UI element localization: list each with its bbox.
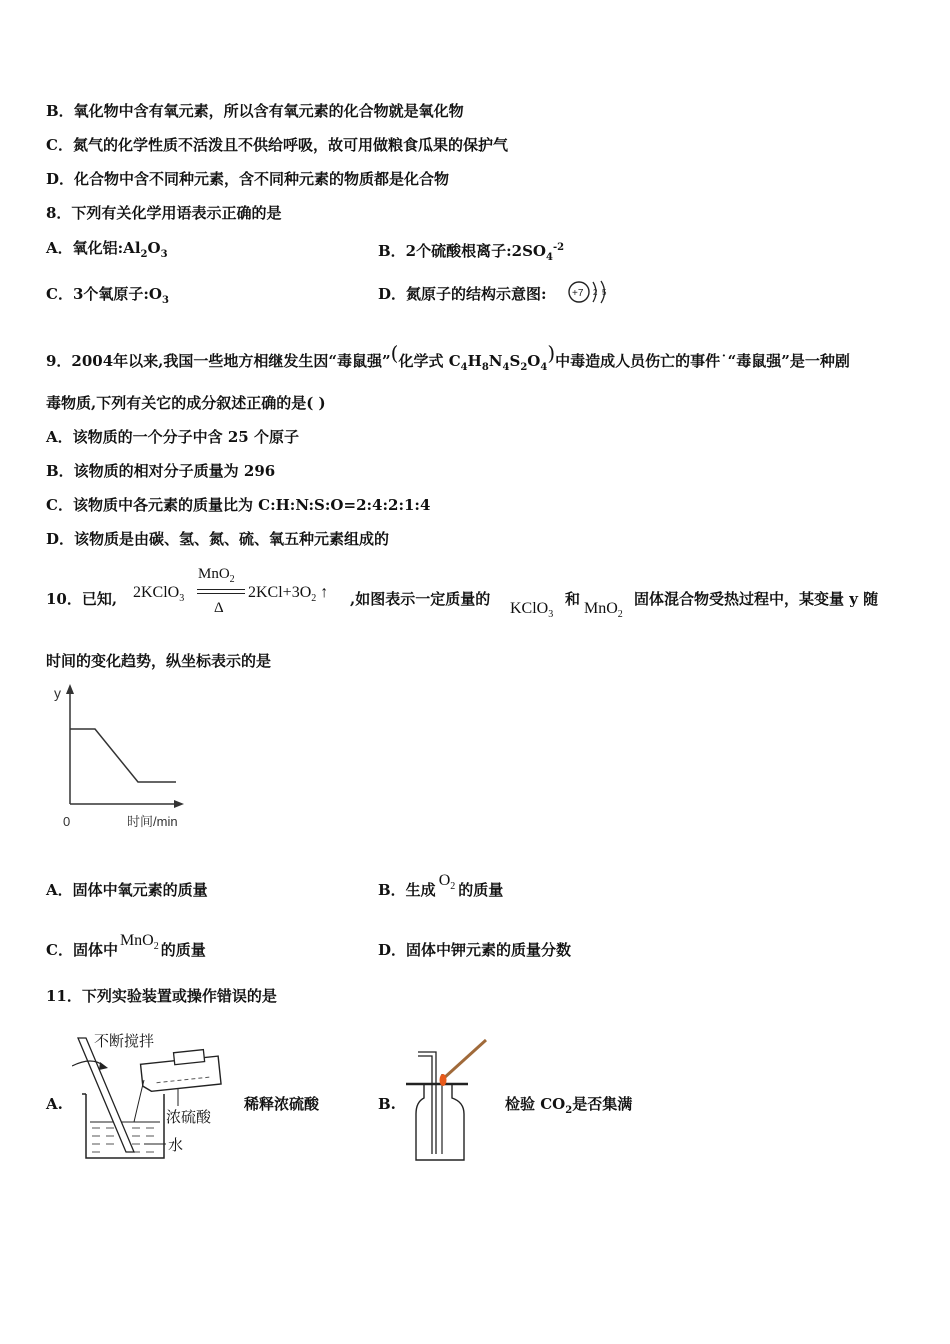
gas-bottle-apparatus bbox=[398, 1034, 496, 1166]
q9-option-b: B．该物质的相对分子质量为 296 bbox=[46, 462, 276, 480]
q8-option-a: A．氧化铝$:Al_2O_3$ bbox=[46, 239, 168, 260]
graph-origin-label: 0 bbox=[63, 814, 71, 829]
wooden-splint bbox=[444, 1040, 486, 1078]
q8-option-d: D．氮原子的结构示意图: bbox=[378, 285, 547, 303]
q9-option-c: C．该物质中各元素的质量比为 C:H:N:S:O=2:4:2:1:4 bbox=[46, 496, 431, 514]
q9-option-d: D．该物质是由碳、氢、氮、硫、氧五种元素组成的 bbox=[46, 530, 390, 548]
dilute-acid-apparatus bbox=[72, 1026, 240, 1166]
q7-option-d: D．化合物中含不同种元素，含不同种元素的物质都是化合物 bbox=[46, 170, 450, 188]
q10-graph bbox=[50, 684, 200, 834]
q11-option-a-label: A. bbox=[46, 1095, 63, 1113]
label-water: 水 bbox=[168, 1137, 184, 1154]
atom-nucleus-label: +7 bbox=[572, 288, 584, 299]
q10-equation-lhs: 2KClO$_3$ bbox=[133, 584, 185, 605]
q10-mno2: MnO$_2$ bbox=[584, 600, 623, 621]
q8-stem: 8．下列有关化学用语表示正确的是 bbox=[46, 204, 282, 222]
graph-x-arrow bbox=[174, 800, 184, 808]
graph-x-label: 时间/min bbox=[127, 814, 178, 829]
q11-stem: 11．下列实验装置或操作错误的是 bbox=[46, 987, 277, 1005]
equation-arrow-top-line bbox=[197, 589, 245, 590]
label-acid: 浓硫酸 bbox=[166, 1109, 212, 1126]
graph-y-arrow bbox=[66, 684, 74, 694]
q10-stem-line2: 时间的变化趋势，纵坐标表示的是 bbox=[46, 652, 272, 670]
q10-prefix: 10．已知, bbox=[46, 590, 118, 608]
q8-option-c: C．3个氧原子$:O_3$ bbox=[46, 285, 169, 306]
gas-bottle bbox=[416, 1084, 464, 1160]
q10-option-c: C．固体中MnO$_2$ 的质量 bbox=[46, 932, 206, 959]
flame bbox=[440, 1074, 447, 1086]
q9-stem-line1: 9．2004年以来,我国一些地方相继发生因“毒鼠强”(化学式 $C_4H_8N_4S_2O_4$)中毒造成人员伤亡的事件˙“毒鼠强”是一种剧 bbox=[46, 341, 850, 373]
q9-option-a: A．该物质的一个分子中含 25 个原子 bbox=[46, 428, 299, 446]
q11-option-b-caption: 检验 $CO_2$是否集满 bbox=[505, 1095, 633, 1116]
q11-option-b-label: B. bbox=[378, 1095, 396, 1113]
q7-option-c: C．氮气的化学性质不活泼且不供给呼吸，故可用做粮食瓜果的保护气 bbox=[46, 136, 508, 154]
acid-stream bbox=[134, 1080, 144, 1122]
q10-catalyst: MnO$_2$ bbox=[198, 566, 235, 585]
bottle-label bbox=[174, 1050, 205, 1065]
q10-kclo3: KClO$_3$ bbox=[510, 600, 554, 621]
atom-shell-1-count: 2 bbox=[593, 288, 598, 297]
q8-option-b: B．2个硫酸根离子$:2SO_4^{-2}$ bbox=[378, 242, 565, 263]
atom-shell-2-count: 5 bbox=[602, 288, 607, 297]
q7-option-b: B．氧化物中含有氧元素，所以含有氧元素的化合物就是氧化物 bbox=[46, 102, 464, 120]
q10-equation-rhs: $2KCl+3O_2$ ↑ bbox=[248, 584, 329, 605]
q10-stem-mid2: 固体混合物受热过程中，某变量 y 随 bbox=[634, 590, 879, 608]
graph-curve bbox=[70, 729, 176, 782]
equation-arrow-bottom-line bbox=[197, 593, 245, 594]
q10-stem-mid1: ,如图表示一定质量的 bbox=[350, 590, 491, 608]
label-stir: 不断搅拌 bbox=[94, 1033, 155, 1050]
graph-y-label: y bbox=[54, 685, 61, 701]
q10-option-a: A．固体中氧元素的质量 bbox=[46, 881, 208, 899]
acid-bottle bbox=[140, 1048, 221, 1092]
nitrogen-atom-diagram bbox=[566, 278, 612, 306]
q9-stem-line2: 毒物质,下列有关它的成分叙述正确的是( ) bbox=[46, 394, 326, 412]
q10-option-d: D．固体中钾元素的质量分数 bbox=[378, 941, 572, 959]
q10-and: 和 bbox=[565, 590, 581, 608]
q10-condition: Δ bbox=[214, 600, 224, 616]
q10-option-b: B．生成$O_2$ 的质量 bbox=[378, 872, 504, 899]
q11-option-a-caption: 稀释浓硫酸 bbox=[244, 1095, 320, 1113]
